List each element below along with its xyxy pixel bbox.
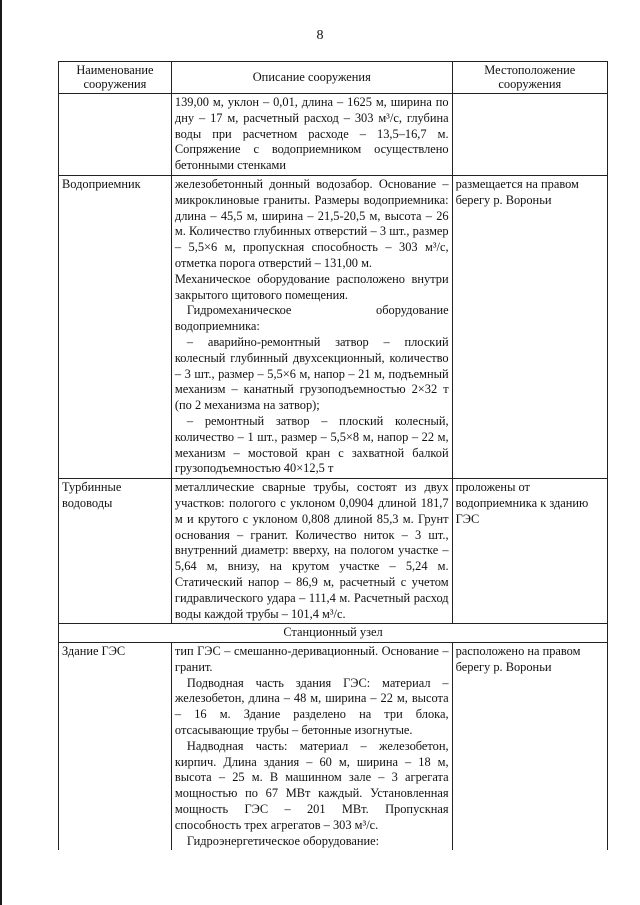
scan-edge xyxy=(0,0,2,905)
description-paragraph: 139,00 м, уклон – 0,01, длина – 1625 м, ширина по дну – 17 м, расчетный расход – 303 м³/с, глубина воды при расчетном расходе – 13,5–16,7 м. Сопряжение с водоприемником осуществлено бетонными стенками xyxy=(174,95,449,173)
table-row xyxy=(59,175,608,478)
row-description xyxy=(171,94,452,176)
description-paragraph: Механическое оборудование расположено внутри закрытого щитового помещения. xyxy=(174,271,449,302)
header-location: Местоположение сооружения xyxy=(452,62,607,94)
description-paragraph: Надводная часть: материал – железобетон, кирпич. Длина здания – 60 м, ширина – 18 м, высота – 25 м. В машинном зале – 3 агрегата мощностью по 67 МВт каждый. Установленная мощность ГЭС – 201 МВт. Пропускная способность трех агрегатов – 303 м³/с. xyxy=(174,738,449,832)
row-location: расположено на правом берегу р. Вороньи xyxy=(452,643,607,851)
description-paragraph: Гидромеханическое оборудование водоприемника: xyxy=(174,303,449,334)
row-description xyxy=(171,479,452,624)
description-paragraph: Подводная часть здания ГЭС: материал – железобетон, длина – 48 м, ширина – 22 м, высота – 16 м. Здание разделено на три блока, отсасывающие трубы – бетонные изогнутые. xyxy=(174,675,449,738)
description-paragraph: – аварийно-ремонтный затвор – плоский колесный глубинный двухсекционный, количество – 3 шт., размер – 5,5×6 м, напор – 21 м, подъемный механизм – канатный грузоподъемностью 2×32 т (по 2 механизма на затвор); xyxy=(174,334,449,413)
structures-table xyxy=(58,61,608,850)
row-name: Водоприемник xyxy=(59,175,172,478)
table-row xyxy=(59,479,608,624)
header-description: Описание сооружения xyxy=(171,62,452,94)
row-location xyxy=(452,94,607,176)
description-paragraph: железобетонный донный водозабор. Основание – микроклиновые граниты. Размеры водоприемника: длина – 45,5 м, ширина – 21,5-20,5 м, высота – 26 м. Количество глубинных отверстий – 3 шт., размер – 5,5×6 м, пропускная способность – 303 м³/с, отметка порога отверстий – 131,00 м. xyxy=(174,176,449,270)
table-row xyxy=(59,643,608,851)
description-paragraph: Гидроэнергетическое оборудование: xyxy=(186,833,380,848)
row-location: проложены от водоприемника к зданию ГЭС xyxy=(452,479,607,624)
description-paragraph: тип ГЭС – смешанно-деривационный. Основание – гранит. xyxy=(174,644,449,674)
row-name xyxy=(59,94,172,176)
description-paragraph: металлические сварные трубы, состоят из двух участков: пологого с уклоном 0,0904 длиной 181,7 м и крутого с уклоном 0,808 длиной 85,3 м. Грунт основания – гранит. Количество ниток – 3 шт., внутренний диаметр: вверху, на пологом участке – 5,64 м, внизу, на крутом участке – 5,24 м. Статический напор – 86,9 м, расчетный с учетом гидравлического удара – 111,4 м. Расчетный расход воды каждой трубы – 101,4 м³/с. xyxy=(174,480,449,621)
table-row xyxy=(59,94,608,176)
table-header-row xyxy=(59,62,608,94)
section-title: Станционный узел xyxy=(59,624,608,643)
row-description xyxy=(171,643,452,851)
row-location: размещается на правом берегу р. Вороньи xyxy=(452,175,607,478)
description-paragraph: – ремонтный затвор – плоский колесный, количество – 1 шт., размер – 5,5×8 м, напор – 22 м, механизм – мостовой кран с захватной балкой грузоподъемностью 40×12,5 т xyxy=(174,413,449,476)
row-name: Турбинные водоводы xyxy=(59,479,172,624)
page-number: 8 xyxy=(316,28,324,43)
row-description xyxy=(171,175,452,478)
row-name: Здание ГЭС xyxy=(59,643,172,851)
section-header-row xyxy=(59,624,608,643)
header-name: Наименование сооружения xyxy=(59,62,172,94)
